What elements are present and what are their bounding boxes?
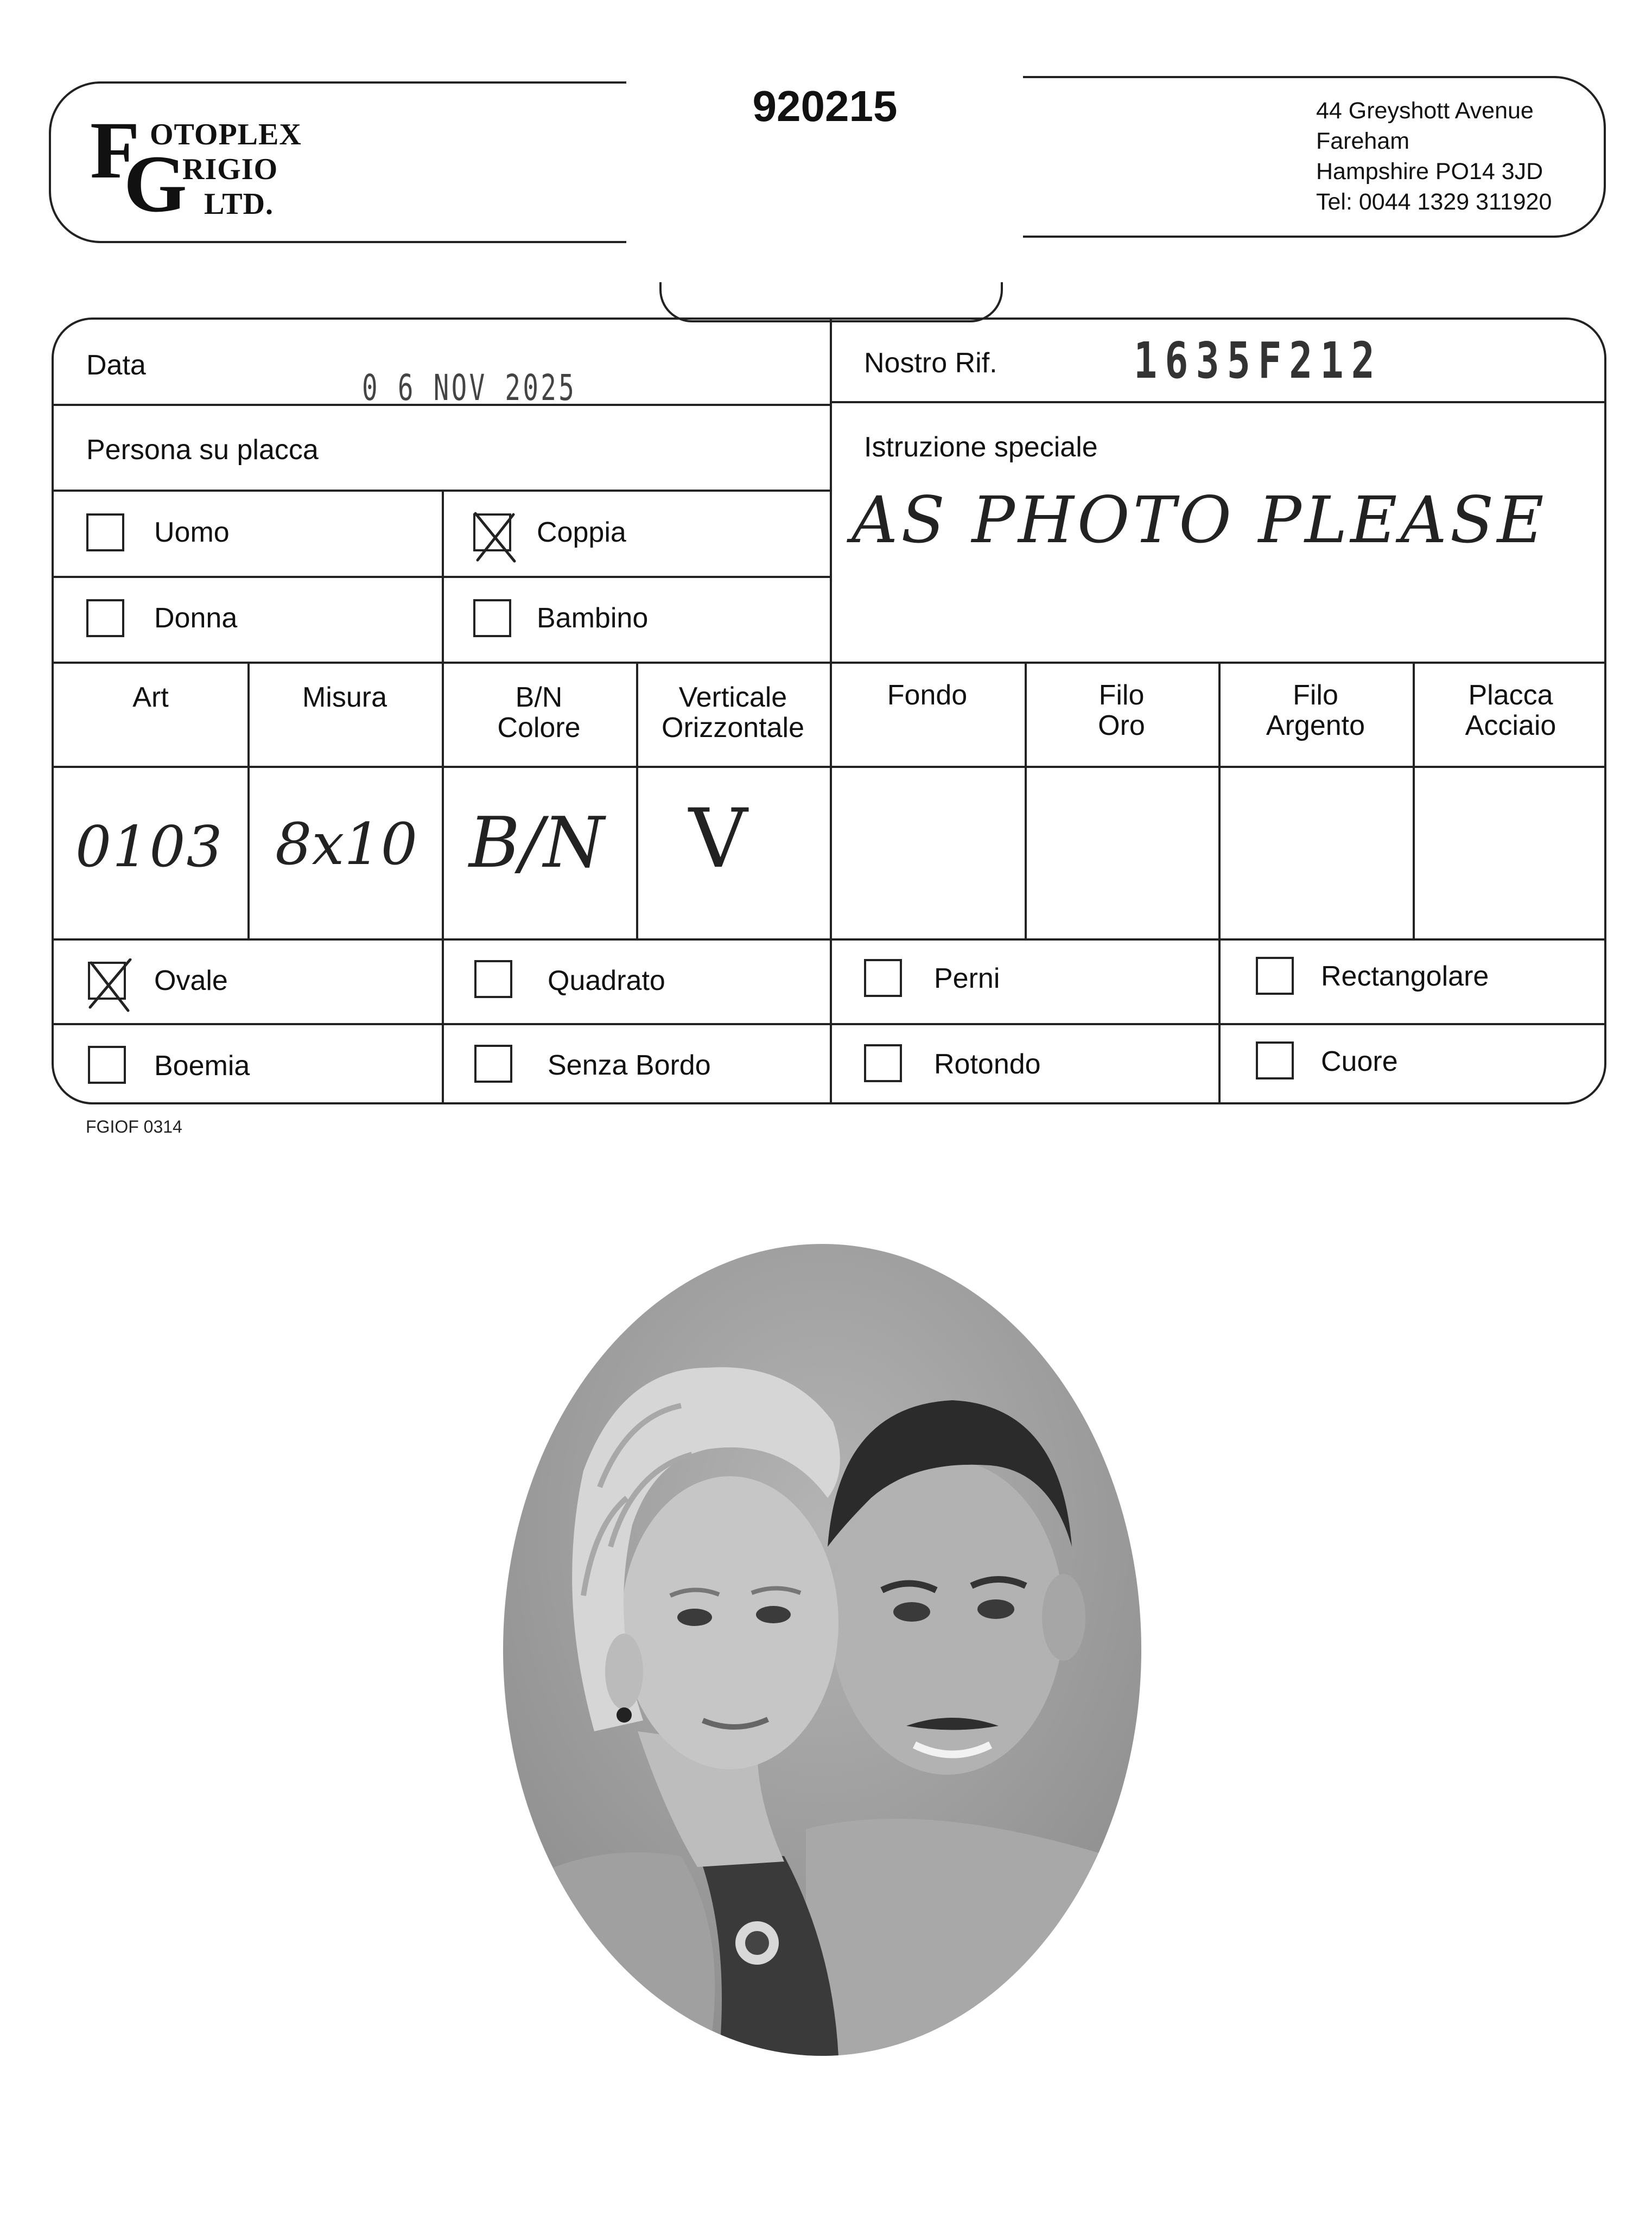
column-misura [247,682,442,713]
column-filo-argento-line-1: Filo [1293,679,1338,711]
senza-bordo-label: Senza Bordo [548,1050,711,1081]
logo-line-2: RIGIO [182,153,278,186]
rectangolare-checkbox[interactable] [1256,957,1294,995]
logo-line-1: OTOPLEX [150,118,302,151]
bn-colore-value: B/N [469,803,605,884]
woman-shoulder [502,1852,715,2057]
column-filo-argento-line-2: Argento [1266,710,1365,741]
perni-checkbox[interactable] [864,959,902,997]
perni-label: Perni [934,963,1000,994]
rule [442,490,444,662]
address-line-3: Hampshire PO14 3JD [1316,158,1543,185]
column-verticale-line-1: Verticale [678,682,787,713]
uomo-checkbox[interactable] [86,513,124,551]
man-eye-left [893,1602,930,1622]
form-code: FGIOF 0314 [86,1117,182,1136]
rotondo-label: Rotondo [934,1049,1041,1080]
logo-initial-f: F [90,105,140,195]
man-eye-right [977,1599,1014,1619]
check-x-icon [471,510,520,564]
woman-eye-right [756,1606,791,1623]
ovale-checkbox[interactable] [88,962,126,1000]
column-fondo-line-1: Fondo [887,679,968,711]
address-telephone: Tel: 0044 1329 311920 [1316,189,1552,215]
donna-label: Donna [154,602,238,634]
senza-bordo-checkbox[interactable] [474,1045,512,1083]
boemia-checkbox[interactable] [88,1046,126,1084]
special-instruction: AS PHOTO PLEASE [852,482,1547,557]
address-line-1: 44 Greyshott Avenue [1316,98,1534,124]
column-art-line-1: Art [132,682,169,713]
ovale-label: Ovale [154,965,228,996]
uomo-label: Uomo [154,517,230,548]
column-art [54,682,247,713]
man-shoulders [806,1819,1142,2057]
misura-value: 8x10 [275,811,418,878]
persona-label: Persona su placca [86,434,319,466]
column-placca-line-2: Acciaio [1465,710,1556,741]
woman-eye-left [677,1609,712,1626]
cuore-label: Cuore [1321,1046,1398,1077]
column-filo-oro [1025,680,1218,741]
bambino-checkbox[interactable] [473,599,511,637]
column-bn-colore [442,682,636,743]
boemia-label: Boemia [154,1050,250,1082]
quadrato-label: Quadrato [548,965,665,996]
column-placca-line-1: Placca [1468,679,1553,711]
column-verticale-line-2: Orizzontale [662,712,804,744]
rule [830,320,832,1104]
column-misura-line-1: Misura [302,682,387,713]
quadrato-checkbox[interactable] [474,960,512,998]
bambino-label: Bambino [537,602,649,634]
oval-couple-photo [502,1243,1142,2057]
istruzione-label: Istruzione speciale [864,431,1098,463]
column-filo-argento [1218,680,1413,741]
company-logo [90,105,394,229]
logo-initial-g: G [124,139,187,229]
column-placca-acciaio [1413,680,1606,741]
column-filo-oro-line-2: Oro [1098,710,1145,741]
column-bn-line-2: Colore [497,712,581,744]
rotondo-checkbox[interactable] [864,1044,902,1082]
date-stamp: 0 6 NOV 2025 [362,367,577,409]
woman-ear [605,1634,643,1710]
nostro-rif-label: Nostro Rif. [864,347,997,379]
rectangolare-label: Rectangolare [1321,961,1489,992]
man-ear [1042,1574,1085,1661]
logo-line-3: LTD. [204,187,274,221]
coppia-checkbox[interactable] [473,513,511,551]
verticale-value: V [689,792,748,886]
address-line-2: Fareham [1316,128,1410,154]
rule [830,401,1606,403]
art-value: 0103 [75,814,224,880]
cuore-checkbox[interactable] [1256,1041,1294,1079]
data-label: Data [86,350,146,381]
dress-pattern [745,1931,769,1955]
reference-number: 1635F212 [1134,332,1382,390]
column-bn-line-1: B/N [515,682,563,713]
order-number: 920215 [752,82,898,130]
order-form [52,317,1606,1104]
coppia-label: Coppia [537,517,626,548]
company-address [1316,96,1552,217]
woman-earring [617,1707,632,1723]
column-filo-oro-line-1: Filo [1098,679,1145,711]
donna-checkbox[interactable] [86,599,124,637]
header-tab-curve [659,282,1003,322]
logo-panel [49,81,626,243]
check-x-icon [86,958,135,1013]
column-fondo [830,680,1025,710]
column-verticale [636,682,830,743]
